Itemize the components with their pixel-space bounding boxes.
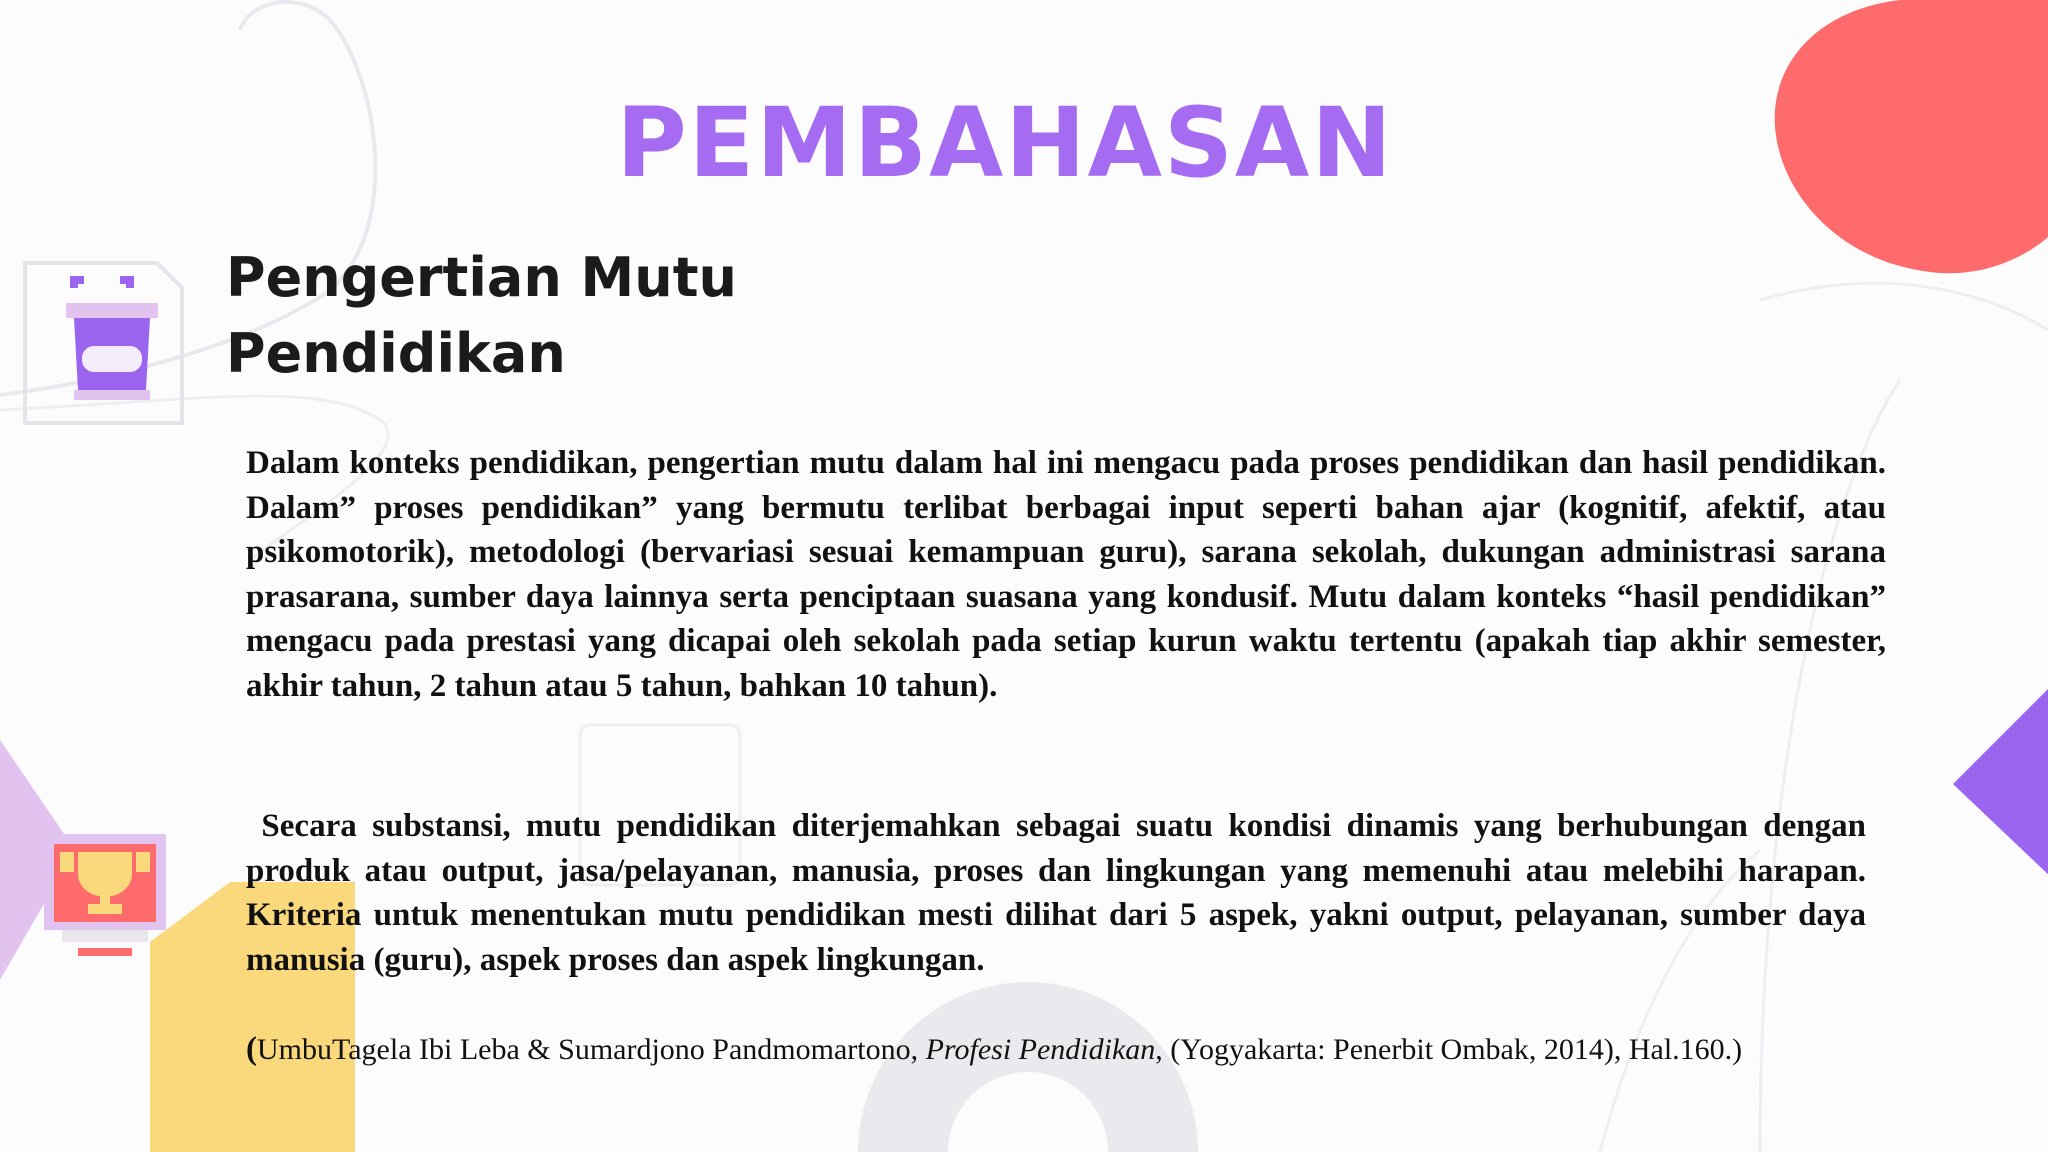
citation-publisher: , (Yogyakarta: Penerbit Ombak, 2014), Hal.160.) <box>1155 1033 1743 1066</box>
trash-bin-icon <box>22 258 192 428</box>
citation-book-title: Profesi Pendidikan <box>925 1033 1156 1066</box>
citation <box>246 1031 1946 1068</box>
page-title: PEMBAHASAN <box>616 87 1394 199</box>
body-paragraph-1: Dalam konteks pendidikan, pengertian mutu dalam hal ini mengacu pada proses pendidikan dan hasil pendidikan. Dalam” proses pendidikan” yang bermutu terlibat berbagai input seperti bahan ajar (kognitif, afektif, atau psikomotorik), metodologi (bervariasi sesuai kemampuan guru), sarana sekolah, dukungan administrasi sarana prasarana, sumber daya lainnya serta penciptaan suasana yang kondusif. Mutu dalam konteks “hasil pendidikan” mengacu pada prestasi yang dicapai oleh sekolah pada setiap kurun waktu tertentu (apakah tiap akhir semester, akhir tahun, 2 tahun atau 5 tahun, bahkan 10 tahun). <box>246 445 1886 704</box>
trophy-icon <box>40 830 170 965</box>
body-paragraph-2: Secara substansi, mutu pendidikan diterjemahkan sebagai suatu kondisi dinamis yang berhubungan dengan produk atau output, jasa/pelayanan, manusia, proses dan lingkungan yang memenuhi atau melebihi harapan. Kriteria untuk menentukan mutu pendidikan mesti dilihat dari 5 aspek, yakni output, pelayanan, sumber daya manusia (guru), aspek proses dan aspek lingkungan. <box>246 808 1875 978</box>
purple-triangle <box>1953 684 2048 884</box>
section-heading: Pengertian Mutu Pendidikan <box>226 246 737 385</box>
citation-open-paren: ( <box>246 1031 257 1067</box>
citation-authors: UmbuTagela Ibi Leba & Sumardjono Pandmomartono, <box>257 1033 926 1066</box>
